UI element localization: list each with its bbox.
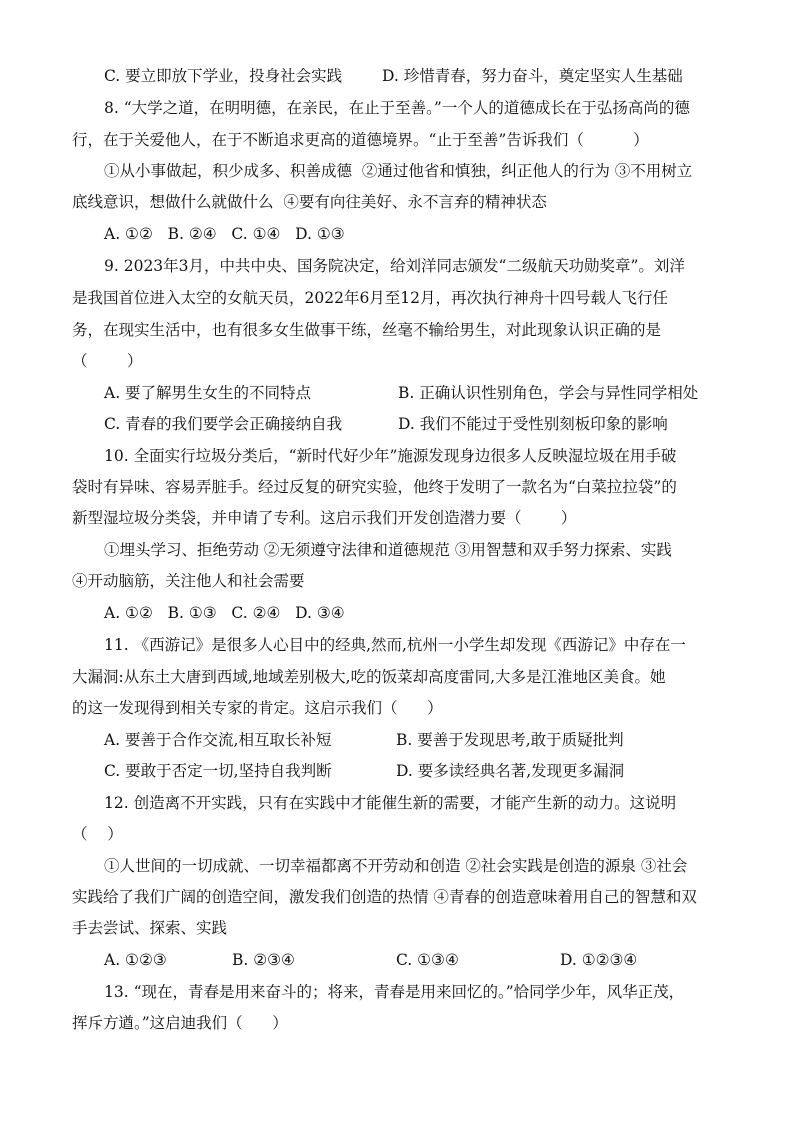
q9-stem-line-4: （ ） bbox=[72, 352, 143, 370]
q9-option-a: A. 要了解男生女生的不同特点 bbox=[104, 384, 312, 402]
q9-stem-line-2: 是我国首位进入太空的女航天员，2022年6月至12月，再次执行神舟十四号载人飞行任 bbox=[72, 289, 669, 307]
q11-option-c: C. 要敢于否定一切,坚持自我判断 bbox=[104, 762, 332, 780]
q7-option-d: D. 珍惜青春，努力奋斗，奠定坚实人生基础 bbox=[382, 67, 683, 85]
q12-option-c: C. ①③④ bbox=[396, 951, 459, 969]
q12-items-line-2: 实践给了我们广阔的创造空间，激发我们创造的热情 ④青春的创造意味着用自己的智慧和双 bbox=[72, 888, 697, 906]
q12-option-b: B. ②③④ bbox=[232, 951, 295, 969]
q8-items-line-1: ①从小事做起，积少成多、积善成德 ②通过他省和慎独，纠正他人的行为 ③不用树立 bbox=[104, 162, 693, 180]
q10-options: A. ①② B. ①③ C. ②④ D. ③④ bbox=[104, 604, 345, 622]
q13-stem-line-1: 13. “现在，青春是用来奋斗的；将来，青春是用来回忆的。”恰同学少年，风华正茂， bbox=[104, 983, 685, 1001]
q11-option-a: A. 要善于合作交流,相互取长补短 bbox=[104, 731, 332, 749]
q11-stem-line-3: 的这一发现得到相关专家的肯定。这启示我们（ ） bbox=[72, 699, 443, 717]
q12-items-line-3: 手去尝试、探索、实践 bbox=[72, 919, 228, 937]
q8-stem-line-1: 8. “大学之道，在明明德，在亲民，在止于至善。”一个人的道德成长在于弘扬高尚的德 bbox=[104, 99, 690, 117]
q11-option-d: D. 要多读经典名著,发现更多漏洞 bbox=[396, 762, 625, 780]
q10-items-line-2: ④开动脑筋，关注他人和社会需要 bbox=[72, 572, 305, 590]
q12-stem-line-1: 12. 创造离不开实践，只有在实践中才能催生新的需要，才能产生新的动力。这说明 bbox=[104, 794, 677, 812]
q9-option-b: B. 正确认识性别角色，学会与异性同学相处 bbox=[398, 384, 699, 402]
q8-items-line-2: 底线意识，想做什么就做什么 ④要有向往美好、永不言弃的精神状态 bbox=[72, 193, 547, 211]
q11-stem-line-1: 11. 《西游记》是很多人心目中的经典,然而,杭州一小学生却发现《西游记》中存在一 bbox=[104, 636, 686, 654]
q10-items-line-1: ①埋头学习、拒绝劳动 ②无须遵守法律和道德规范 ③用智慧和双手努力探索、实践 bbox=[104, 541, 672, 559]
q12-option-d: D. ①②③④ bbox=[560, 951, 638, 969]
q12-stem-line-2: （ ） bbox=[72, 825, 123, 843]
q9-stem-line-3: 务，在现实生活中，也有很多女生做事干练，丝毫不输给男生，对此现象认识正确的是 bbox=[72, 321, 662, 339]
q8-options: A. ①② B. ②④ C. ①④ D. ①③ bbox=[104, 225, 345, 243]
q7-option-c: C. 要立即放下学业，投身社会实践 bbox=[104, 67, 343, 85]
q10-stem-line-3: 新型湿垃圾分类袋，并申请了专利。这启示我们开发创造潜力要（ ） bbox=[72, 509, 577, 527]
q13-stem-line-2: 挥斥方遒。”这启迪我们（ ） bbox=[72, 1014, 288, 1032]
q11-stem-line-2: 大漏洞:从东土大唐到西域,地域差别极大,吃的饭菜却高度雷同,大多是江淮地区美食。她 bbox=[72, 668, 666, 686]
q9-stem-line-1: 9. 2023年3月，中共中央、国务院决定，给刘洋同志颁发“二级航天功勋奖章”。刘洋 bbox=[104, 257, 685, 275]
q11-option-b: B. 要善于发现思考,敢于质疑批判 bbox=[396, 731, 624, 749]
q8-stem-line-2: 行，在于关爱他人，在于不断追求更高的道德境界。“止于至善”告诉我们（ ） bbox=[72, 131, 649, 149]
q12-items-line-1: ①人世间的一切成就、一切幸福都离不开劳动和创造 ②社会实践是创造的源泉 ③社会 bbox=[104, 857, 688, 875]
q12-option-a: A. ①②③ bbox=[104, 951, 167, 969]
q10-stem-line-2: 袋时有异味、容易弄脏手。经过反复的研究实验，他终于发明了一款名为“白菜拉拉袋”的 bbox=[72, 478, 677, 496]
q9-option-d: D. 我们不能过于受性别刻板印象的影响 bbox=[398, 415, 668, 433]
q9-option-c: C. 青春的我们要学会正确接纳自我 bbox=[104, 415, 343, 433]
q10-stem-line-1: 10. 全面实行垃圾分类后，“新时代好少年”施源发现身边很多人反映湿垃圾在用手破 bbox=[104, 447, 677, 465]
